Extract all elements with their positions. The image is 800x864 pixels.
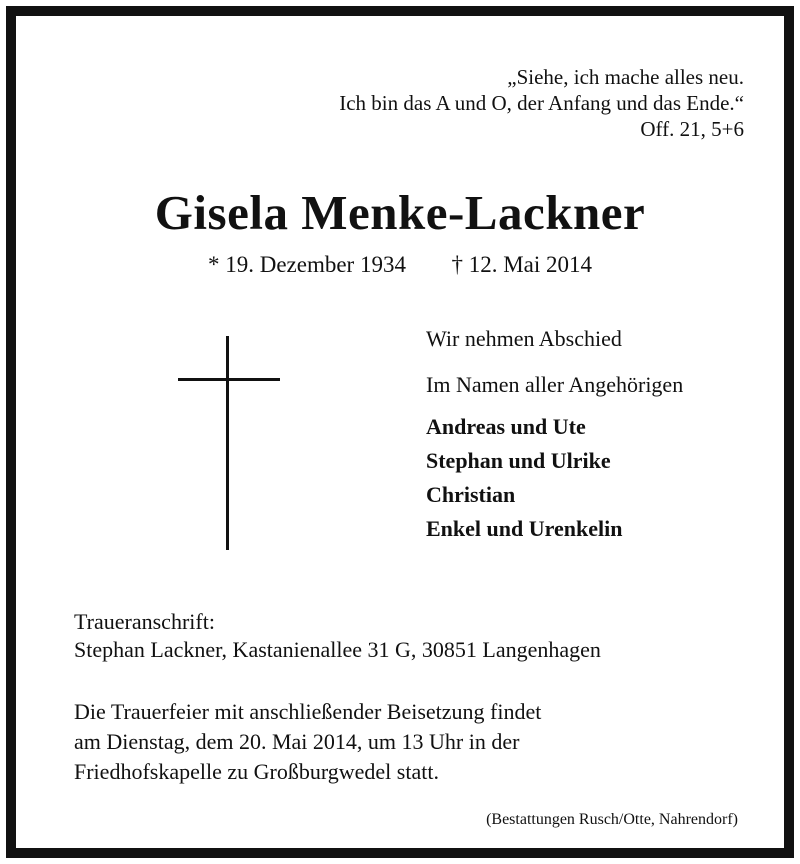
bible-quote (339, 64, 744, 142)
deceased-name: Gisela Menke-Lackner (154, 185, 646, 240)
on-behalf-line: Im Namen aller Angehörigen (426, 372, 684, 397)
farewell-line: Wir nehmen Abschied (426, 326, 622, 351)
funeral-home-credit: (Bestattungen Rusch/Otte, Nahrendorf) (486, 811, 738, 828)
family-name-2: Stephan und Ulrike (426, 448, 611, 473)
birth-date: * 19. Dezember 1934 (207, 252, 406, 277)
family-name-4: Enkel und Urenkelin (426, 516, 623, 541)
obituary-frame (6, 6, 794, 858)
quote-line-1: „Siehe, ich mache alles neu. (507, 65, 744, 89)
quote-reference: Off. 21, 5+6 (640, 117, 744, 141)
ceremony-line-1: Die Trauerfeier mit anschließender Beisetzung findet (74, 699, 542, 724)
address-value: Stephan Lackner, Kastanienallee 31 G, 30851 Langenhagen (74, 637, 601, 662)
quote-line-2: Ich bin das A und O, der Anfang und das Ende.“ (339, 91, 744, 115)
family-name-1: Andreas und Ute (426, 414, 586, 439)
latin-cross-icon (178, 336, 280, 550)
ceremony-line-3: Friedhofskapelle zu Großburgwedel statt. (74, 759, 439, 784)
death-date: † 12. Mai 2014 (451, 252, 593, 277)
ceremony-line-2: am Dienstag, dem 20. Mai 2014, um 13 Uhr in der (74, 729, 520, 754)
address-label: Traueranschrift: (74, 609, 215, 634)
life-dates (16, 252, 784, 278)
family-name-3: Christian (426, 482, 516, 507)
